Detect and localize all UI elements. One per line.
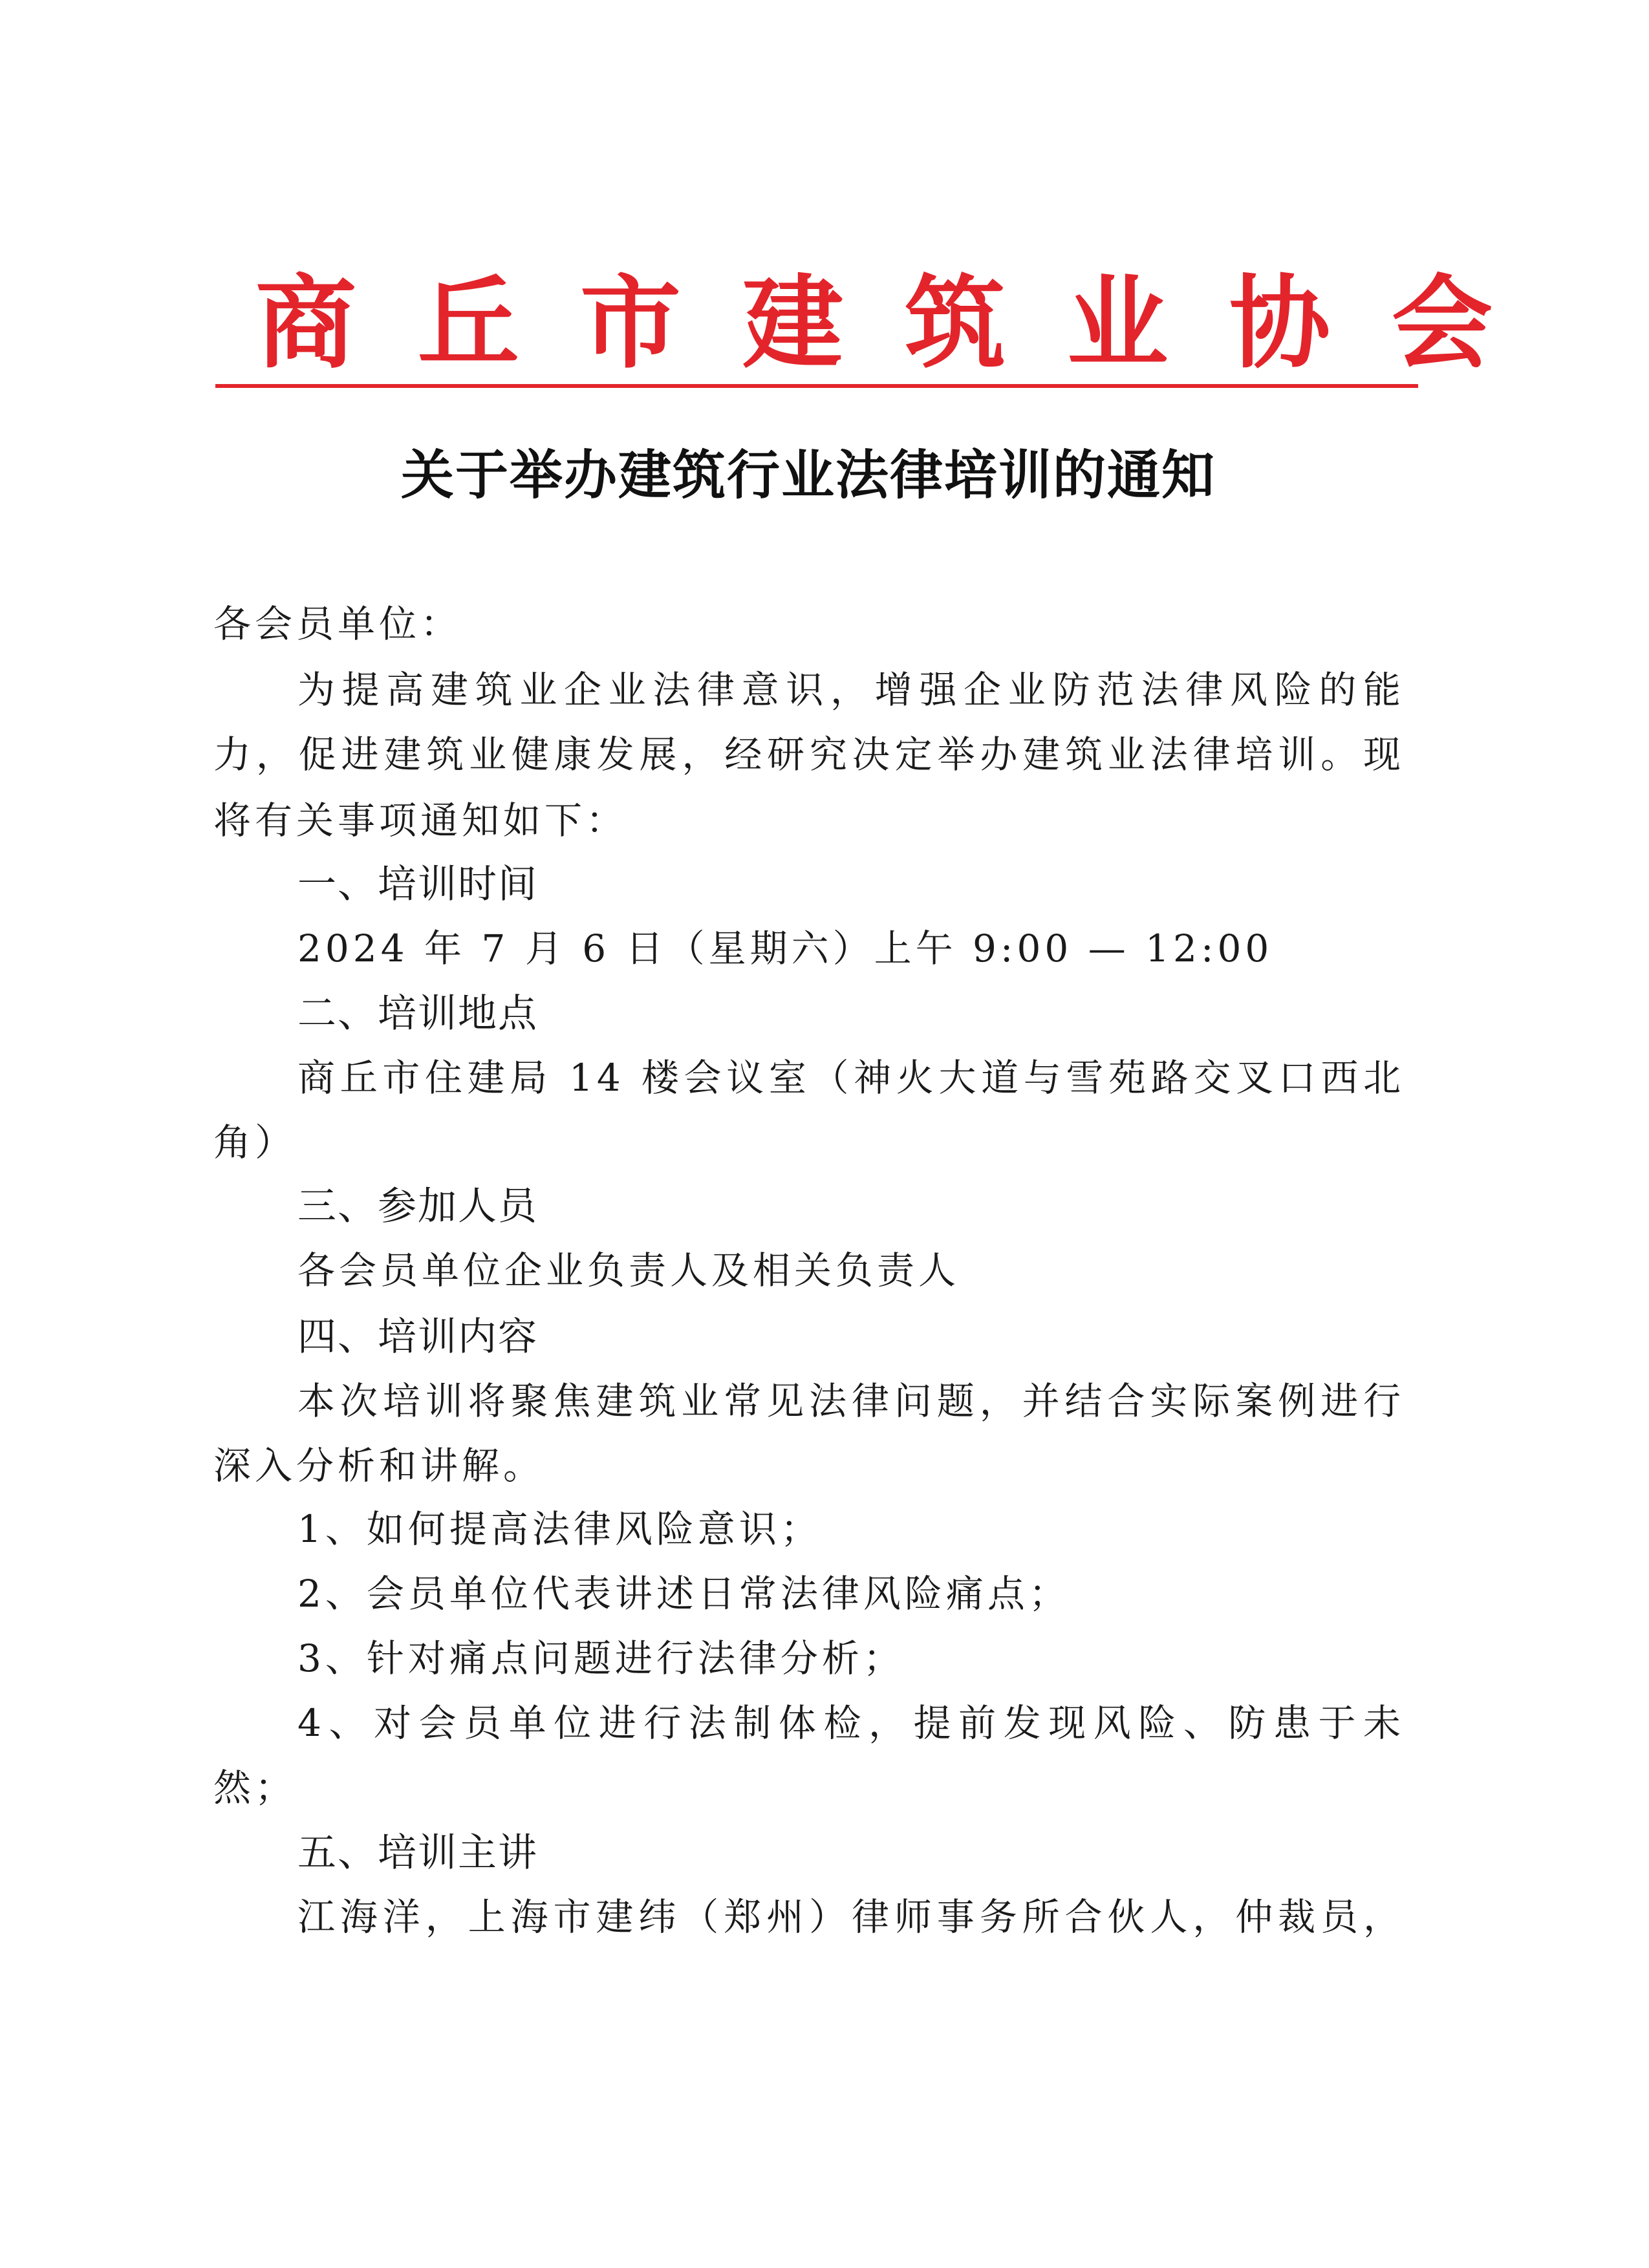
section-3-text: 各会员单位企业负责人及相关负责人 xyxy=(297,1248,960,1292)
section-4-item-1: 1、如何提高法律风险意识； xyxy=(297,1507,822,1551)
document-title: 关于举办建筑行业法律培训的通知 xyxy=(400,444,1216,506)
salutation: 各会员单位： xyxy=(213,602,462,646)
section-5-line-1: 江海洋，上海市建纬（郑州）律师事务所合伙人，仲裁员， xyxy=(297,1895,1405,1939)
section-4-item-3: 3、针对痛点问题进行法律分析； xyxy=(297,1636,905,1680)
section-5-heading: 五、培训主讲 xyxy=(297,1830,538,1876)
section-4-line-1: 本次培训将聚焦建筑业常见法律问题，并结合实际案例进行 xyxy=(297,1379,1405,1423)
section-4-item-2: 2、会员单位代表讲述日常法律风险痛点； xyxy=(297,1572,1070,1616)
section-1-text: 2024 年 7 月 6 日（星期六）上午 9:00 — 12:00 xyxy=(297,926,1273,970)
section-2-heading: 二、培训地点 xyxy=(297,991,538,1036)
intro-line-3: 将有关事项通知如下： xyxy=(213,798,628,842)
section-1-heading: 一、培训时间 xyxy=(297,862,538,907)
section-2-line-1: 商丘市住建局 14 楼会议室（神火大道与雪苑路交叉口西北 xyxy=(297,1056,1405,1100)
section-3-heading: 三、参加人员 xyxy=(297,1184,538,1229)
section-4-item-4-line-1: 4、对会员单位进行法制体检，提前发现风险、防患于未 xyxy=(297,1701,1405,1745)
intro-line-1: 为提高建筑业企业法律意识，增强企业防范法律风险的能 xyxy=(297,668,1405,712)
section-2-line-2: 角） xyxy=(213,1120,297,1164)
letterhead-title: 商丘市建筑业协会 xyxy=(255,264,1554,382)
section-4-item-4-line-2: 然； xyxy=(213,1766,297,1810)
section-4-heading: 四、培训内容 xyxy=(297,1314,538,1360)
section-4-line-2: 深入分析和讲解。 xyxy=(213,1444,545,1488)
intro-line-2: 力，促进建筑业健康发展，经研究决定举办建筑业法律培训。现 xyxy=(213,733,1405,776)
